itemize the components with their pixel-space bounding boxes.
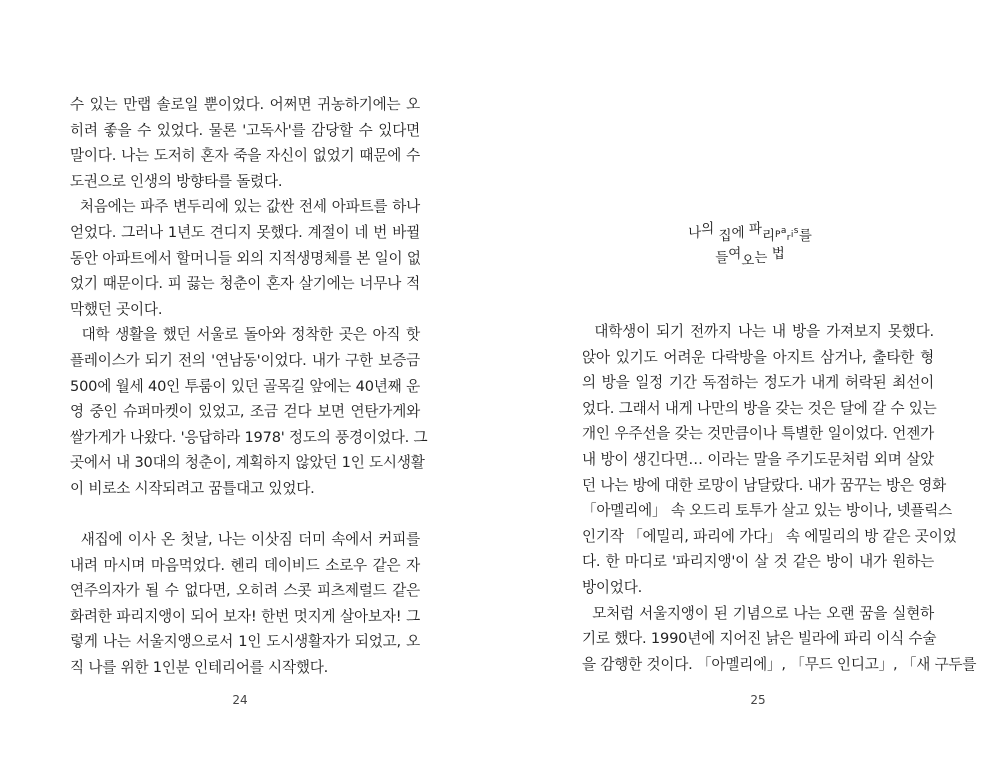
text-line: 의 방을 일정 기간 독점하는 정도가 내게 허락된 최선이 <box>582 374 934 392</box>
text-line: 연주의자가 될 수 없다면, 오히려 스콧 피츠제럴드 같은 <box>70 582 420 600</box>
text-line: 대학생이 되기 전까지 나는 내 방을 가져보지 못했다. <box>582 323 934 340</box>
text-line: 500에 월세 40인 투룸이 있던 골목길 앞에는 40년째 운 <box>70 377 420 395</box>
text-line: 말이다. 나는 도저히 혼자 죽을 자신이 없었기 때문에 수 <box>70 147 420 165</box>
text-line: 쌀가게가 나왔다. '응답하라 1978' 정도의 풍경이었다. 그 <box>70 428 428 446</box>
text-line: 을 감행한 것이다. 「아멜리에」, 「무드 인디고」, 「새 구두를 <box>582 655 977 673</box>
title-glyph: 여 <box>728 246 742 262</box>
text-line: 었기 때문이다. 피 끓는 청춘이 혼자 살기에는 너무나 적 <box>70 275 420 293</box>
title-glyph: 를 <box>798 228 812 244</box>
text-line: 인기작 「에밀리, 파리에 가다」 속 에밀리의 방 같은 곳이었 <box>582 527 957 545</box>
title-glyph: 에 <box>731 225 745 241</box>
title-glyph: 집 <box>718 228 732 244</box>
text-line: 모처럼 서울지앵이 된 기념으로 나는 오랜 꿈을 실현하 <box>582 604 934 622</box>
title-glyph: 나 <box>688 225 702 241</box>
paragraph-gap <box>70 502 420 528</box>
text-line: 다. 한 마디로 '파리지앵'이 살 것 같은 방이 내가 원하는 <box>582 553 934 571</box>
title-glyph: 오 <box>741 253 755 269</box>
title-glyph: 리 <box>761 228 775 244</box>
text-line: 「아멜리에」 속 오드리 토투가 살고 있는 방이나, 넷플릭스 <box>582 502 953 520</box>
chapter-title-line-2 <box>500 246 1000 269</box>
title-glyph: 법 <box>771 246 785 262</box>
text-line: 얻었다. 그러나 1년도 견디지 못했다. 계절이 네 번 바뀔 <box>70 223 420 241</box>
text-line: 화려한 파리지앵이 되어 보자! 한번 멋지게 살아보자! 그 <box>70 607 420 625</box>
title-glyph: a <box>780 226 787 236</box>
text-line: 도권으로 인생의 방향타를 돌렸다. <box>70 172 283 190</box>
text-line: 렇게 나는 서울지앵으로서 1인 도시생활자가 되었고, 오 <box>70 633 420 651</box>
text-line: 이 비로소 시작되려고 꿈틀대고 있었다. <box>70 479 315 497</box>
title-glyph: 는 <box>754 250 768 266</box>
title-glyph: i <box>790 230 794 240</box>
text-line: 대학 생활을 했던 서울로 돌아와 정착한 곳은 아직 핫 <box>70 326 420 344</box>
text-line: 수 있는 만랩 솔로일 뿐이었다. 어쩌면 귀농하기에는 오 <box>70 96 420 113</box>
title-glyph: P <box>774 230 781 240</box>
text-line: 히려 좋을 수 있었다. 물론 '고독사'를 감당할 수 있다면 <box>70 121 420 139</box>
text-line: 직 나를 위한 1인분 인테리어를 시작했다. <box>70 659 329 677</box>
title-glyph: 들 <box>715 250 729 266</box>
text-line: 막했던 곳이다. <box>70 300 163 318</box>
text-line: 처음에는 파주 변두리에 있는 값싼 전세 아파트를 하나 <box>70 198 420 216</box>
text-line: 기로 했다. 1990년에 지어진 낡은 빌라에 파리 이식 수술 <box>582 630 937 648</box>
left-page-number: 24 <box>232 693 248 707</box>
title-glyph: s <box>793 226 799 236</box>
title-glyph: 의 <box>701 221 715 237</box>
text-line: 플레이스가 되기 전의 '연남동'이었다. 내가 구한 보증금 <box>70 351 420 369</box>
title-glyph: 파 <box>748 221 762 237</box>
right-page <box>500 0 1000 775</box>
title-glyph: r <box>786 233 791 243</box>
text-line: 동안 아파트에서 할머니들 외의 지적생명체를 본 일이 없 <box>70 249 421 267</box>
text-line: 방이었다. <box>582 578 643 596</box>
right-page-number: 25 <box>750 693 766 707</box>
text-line: 곳에서 내 30대의 청춘이, 계획하지 않았던 1인 도시생활 <box>70 454 425 472</box>
text-line: 앉아 있기도 어려운 다락방을 아지트 삼거나, 출타한 형 <box>582 348 934 366</box>
text-line: 영 중인 슈퍼마켓이 있었고, 조금 걷다 보면 연탄가게와 <box>70 403 420 421</box>
text-line: 던 나는 방에 대한 로망이 남달랐다. 내가 꿈꾸는 방은 영화 <box>582 476 947 494</box>
text-line: 개인 우주선을 갖는 것만큼이나 특별한 일이었다. 언젠가 <box>582 425 934 443</box>
text-line: 내려 마시며 마음먹었다. 헨리 데이비드 소로우 같은 자 <box>70 556 420 574</box>
text-line: 내 방이 생긴다면… 이라는 말을 주기도문처럼 외며 살았 <box>582 450 934 468</box>
chapter-title-line-1 <box>500 221 1000 244</box>
text-line: 새집에 이사 온 첫날, 나는 이삿짐 더미 속에서 커피를 <box>70 531 420 549</box>
left-page-body-text <box>70 92 428 681</box>
text-line: 었다. 그래서 내게 나만의 방을 갖는 것은 달에 갈 수 있는 <box>582 399 937 417</box>
right-page-body-text <box>582 319 977 677</box>
